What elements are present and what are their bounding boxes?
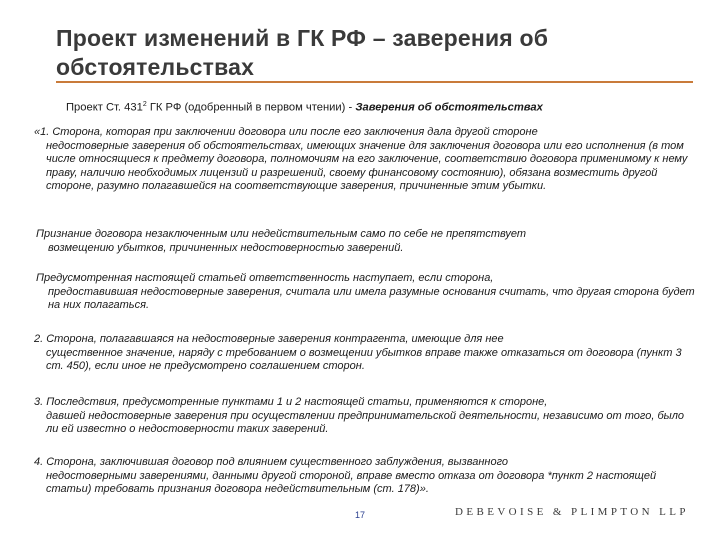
title-divider bbox=[56, 81, 693, 83]
paragraph-4-body: существенное значение, наряду с требованием о возмещении убытков вправе также отказаться от договора (пункт 3 ст. 450), если иное не предусмотрено соглашением сторон. bbox=[46, 346, 682, 373]
slide-title: Проект изменений в ГК РФ – заверения об обстоятельствах bbox=[56, 25, 549, 80]
paragraph-4 bbox=[34, 333, 694, 374]
paragraph-5 bbox=[34, 396, 694, 437]
subtitle-prefix: Проект Ст. 431 bbox=[66, 101, 143, 114]
subtitle bbox=[66, 98, 706, 115]
paragraph-2-body: возмещению убытков, причиненных недостоверностью заверений. bbox=[48, 241, 404, 254]
paragraph-1-first-line: «1. Сторона, которая при заключении договора или после его заключения дала другой стороне bbox=[34, 126, 538, 138]
paragraph-1-body: недостоверные заверения об обстоятельствах, имеющих значение для заключения договора или его исполнения (в том числе относящиеся к предмету договора, полномочиям на его заключение, соответствию договора применимому к нему праву, наличию необходимых лицензий и разрешений, своему финансовому состоянию), обязана возместить другой стороне, разумно полагавшейся на соответствующие заверения, причиненные этим убытки. bbox=[46, 139, 688, 193]
paragraph-5-body: давшей недостоверные заверения при осуществлении предпринимательской деятельности, независимо от того, было ли ей известно о недостоверности таких заверений. bbox=[46, 409, 685, 436]
page-number: 17 bbox=[355, 510, 366, 520]
subtitle-middle: ГК РФ (одобренный в первом чтении) - bbox=[146, 101, 356, 114]
paragraph-1 bbox=[34, 126, 694, 194]
paragraph-2 bbox=[36, 228, 696, 255]
subtitle-superscript: 2 bbox=[142, 101, 147, 108]
paragraph-3-body: предоставившая недостоверные заверения, считала или имела разумные основания считать, что другая сторона будет на них полагаться. bbox=[48, 285, 695, 312]
paragraph-5-first-line: 3. Последствия, предусмотренные пунктами 1 и 2 настоящей статьи, применяются к стороне, bbox=[34, 396, 548, 408]
paragraph-3-first-line: Предусмотренная настоящей статьей ответственность наступает, если сторона, bbox=[36, 272, 494, 284]
paragraph-3 bbox=[36, 272, 696, 313]
paragraph-6-body: недостоверными заверениями, данными другой стороной, вправе вместо отказа от договора *пункт 2 настоящей статьи) требовать признания договора недействительным (ст. 178)». bbox=[46, 469, 657, 496]
paragraph-6 bbox=[34, 456, 694, 497]
paragraph-4-first-line: 2. Сторона, полагавшаяся на недостоверные заверения контрагента, имеющие для нее bbox=[34, 333, 504, 345]
paragraph-6-first-line: 4. Сторона, заключившая договор под влиянием существенного заблуждения, вызванного bbox=[34, 456, 509, 468]
firm-logo-text: DEBEVOISE & PLIMPTON LLP bbox=[455, 506, 689, 518]
subtitle-emphasis: Заверения об обстоятельствах bbox=[355, 101, 543, 114]
paragraph-2-first-line: Признание договора незаключенным или недействительным само по себе не препятствует bbox=[36, 228, 527, 240]
